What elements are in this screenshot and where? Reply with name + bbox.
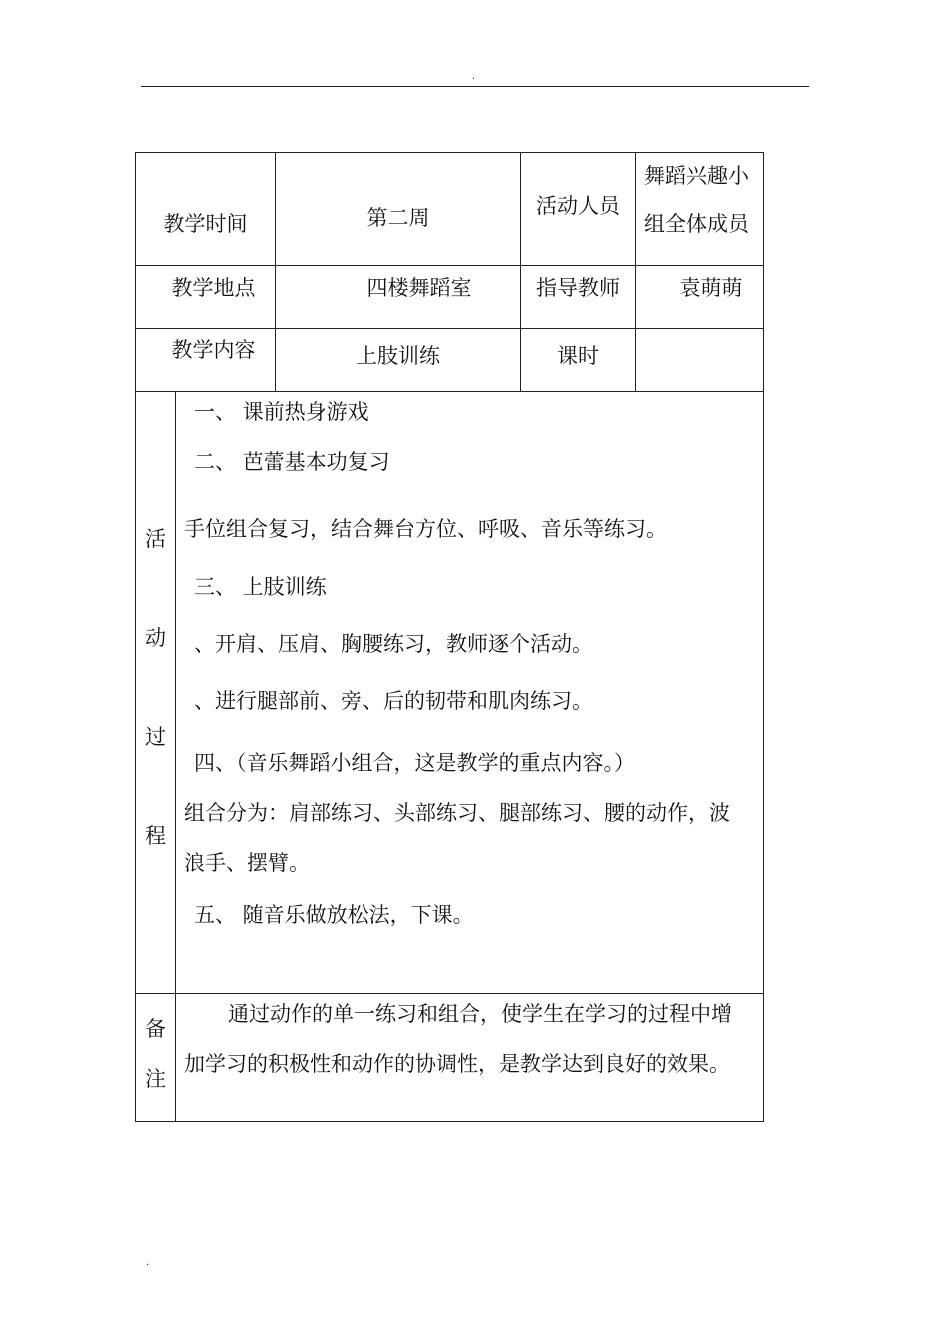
- teacher-label: 指导教师: [536, 276, 620, 300]
- row-divider-3: [136, 391, 763, 392]
- remarks-line-2: 加学习的积极性和动作的协调性，是教学达到良好的效果。: [184, 1052, 730, 1076]
- hours-label: 课时: [557, 344, 599, 368]
- location-label: 教学地点: [171, 276, 256, 300]
- location-value: 四楼舞蹈室: [366, 276, 472, 300]
- process-line-4: 三、 上肢训练: [194, 575, 327, 599]
- header-dot: .: [472, 71, 476, 82]
- participants-value-line2: 组全体成员: [644, 212, 749, 236]
- remarks-label-char-2: 注: [145, 1067, 166, 1091]
- content-label: 教学内容: [171, 338, 256, 362]
- process-line-7: 四、（音乐舞蹈小组合，这是教学的重点内容。）: [194, 751, 635, 775]
- process-line-3: 手位组合复习，结合舞台方位、呼吸、音乐等练习。: [184, 517, 667, 541]
- participants-label: 活动人员: [536, 194, 620, 218]
- participants-value-line1: 舞蹈兴趣小: [644, 164, 749, 188]
- time-value: 第二周: [366, 206, 430, 230]
- process-label-char-4: 程: [145, 824, 166, 848]
- process-line-5: 、开肩、压肩、胸腰练习，教师逐个活动。: [194, 632, 593, 656]
- process-line-1: 一、 课前热身游戏: [194, 400, 369, 424]
- col-divider-3: [635, 153, 636, 391]
- process-label-char-1: 活: [145, 527, 166, 551]
- process-line-10: 五、 随音乐做放松法，下课。: [194, 903, 474, 927]
- process-label-char-2: 动: [145, 626, 166, 650]
- lesson-plan-table: [135, 152, 764, 1122]
- row-divider-1: [136, 265, 763, 266]
- remarks-line-1: 通过动作的单一练习和组合，使学生在学习的过程中增: [228, 1002, 732, 1026]
- process-label-char-3: 过: [145, 725, 166, 749]
- footer-dot: .: [146, 1257, 150, 1268]
- label-col-divider: [175, 391, 176, 1121]
- header-rule: [141, 86, 809, 87]
- content-value: 上肢训练: [356, 344, 440, 368]
- process-line-9: 浪手、摆臂。: [184, 851, 310, 875]
- process-line-2: 二、 芭蕾基本功复习: [194, 450, 390, 474]
- time-label: 教学时间: [163, 212, 248, 236]
- teacher-value: 袁萌萌: [679, 276, 743, 300]
- remarks-label-char-1: 备: [145, 1017, 166, 1041]
- process-line-8: 组合分为：肩部练习、头部练习、腿部练习、腰的动作，波: [184, 801, 730, 825]
- row-divider-2: [136, 328, 763, 329]
- process-line-6: 、进行腿部前、旁、后的韧带和肌肉练习。: [194, 689, 593, 713]
- row-divider-4: [136, 993, 763, 994]
